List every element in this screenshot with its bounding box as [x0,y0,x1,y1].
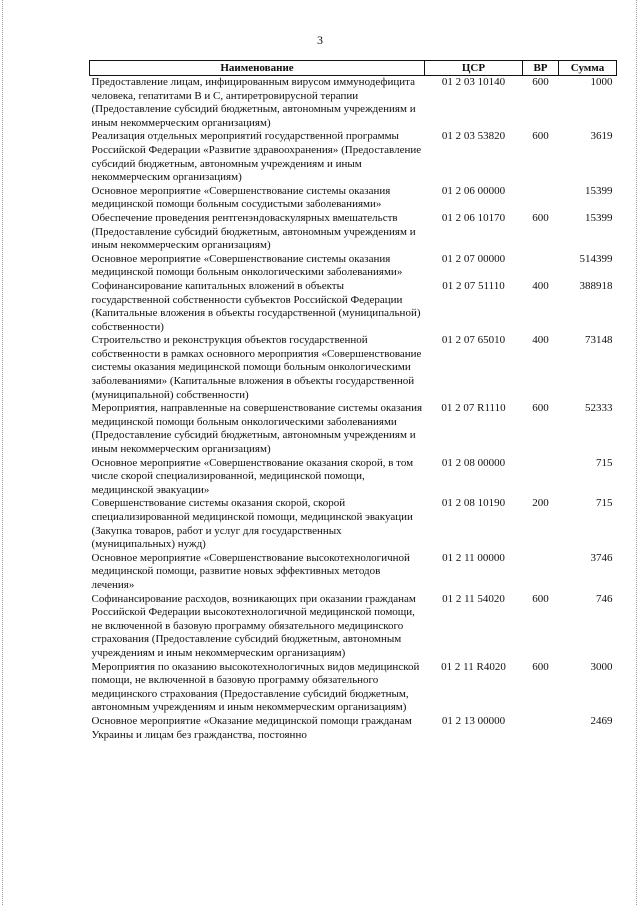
cell-csr: 01 2 03 53820 [441,130,506,143]
cell-name: Совершенствование системы оказания скорой, скорой специализированной медицинской помощи, медицинской эвакуации (Закупка товаров, работ и услуг для государственных (муниципальных) нужд) [91,497,413,551]
table-row [90,130,617,184]
table-row [90,457,617,498]
cell-csr: 01 2 06 10170 [441,211,506,224]
table-row [90,280,617,334]
cell-csr: 01 2 07 R1110 [441,402,506,415]
table-row [90,497,617,551]
page-left-edge [2,0,3,905]
table-row [90,334,617,402]
cell-csr: 01 2 11 R4020 [441,660,506,673]
cell-sum: 15399 [585,211,613,224]
cell-sum: 3746 [590,551,613,564]
cell-sum: 52333 [585,402,613,415]
cell-sum: 2469 [590,714,613,727]
page-right-edge [636,0,637,905]
cell-vr: 600 [532,211,549,224]
cell-csr: 01 2 08 00000 [441,456,506,469]
cell-sum: 1000 [590,76,613,88]
budget-table [89,60,617,742]
cell-sum: 3000 [590,660,613,673]
table-row [90,661,617,715]
table-row [90,253,617,280]
column-header-name: Наименование [90,61,425,76]
table-row [90,185,617,212]
cell-name: Мероприятия по оказанию высокотехнологичных видов медицинской помощи, не включенной в базовую программу обязательного медицинского страхования (Предоставление субсидий бюджетным, автономным учреждениям и иным некоммерческим организациям) [91,660,420,714]
cell-sum: 3619 [590,130,613,143]
cell-name: Основное мероприятие «Совершенствование высокотехнологичной медицинской помощи, развитие новых эффективных методов лечения» [91,551,410,591]
cell-name: Предоставление лицам, инфицированным вирусом иммунодефицита человека, гепатитами B и C, антиретровирусной терапии (Предоставление субсидий бюджетным, автономным учреждениям и иным некоммерческим организациям) [91,76,416,129]
cell-vr: 600 [532,402,549,415]
cell-name: Реализация отдельных мероприятий государственной программы Российской Федерации «Развитие здравоохранения» (Предоставление субсидий бюджетным, автономным учреждениям и иным некоммерческим организациям) [91,130,422,184]
cell-name: Основное мероприятие «Совершенствование системы оказания медицинской помощи больным сосудистыми заболеваниями» [91,184,391,211]
cell-vr: 600 [532,592,549,605]
cell-csr: 01 2 06 00000 [441,184,506,197]
cell-vr: 600 [532,130,549,143]
table-row [90,552,617,593]
cell-name: Мероприятия, направленные на совершенствование системы оказания медицинской помощи больным онкологическими заболеваниями (Предоставление субсидий бюджетным, автономным учреждениям и иным некоммерческим организациям) [91,402,423,456]
cell-csr: 01 2 07 00000 [441,252,506,265]
cell-vr [523,457,559,498]
cell-vr: 600 [532,76,549,88]
cell-name: Софинансирование расходов, возникающих при оказании гражданам Российской Федерации высокотехнологичной медицинской помощи, не включенной в базовую программу обязательного медицинского страхования (Предоставление субсидий бюджетным, автономным учреждениям и иным некоммерческим организациям) [91,592,416,659]
cell-csr: 01 2 07 51110 [442,279,505,292]
cell-vr: 400 [532,334,549,347]
cell-sum: 715 [596,497,613,510]
cell-csr: 01 2 08 10190 [441,497,506,510]
cell-sum: 746 [596,592,613,605]
cell-vr [523,715,559,742]
cell-name: Основное мероприятие «Совершенствование системы оказания медицинской помощи больным онкологическими заболеваниями» [91,252,403,279]
cell-csr: 01 2 11 54020 [442,592,505,605]
cell-sum: 15399 [585,184,613,197]
cell-vr: 400 [532,279,549,292]
cell-csr: 01 2 03 10140 [441,76,506,88]
cell-sum: 73148 [585,334,613,347]
table-row [90,76,617,131]
cell-sum: 388918 [579,279,613,292]
table-row [90,715,617,742]
column-header-vr: ВР [523,61,559,76]
cell-name: Основное мероприятие «Совершенствование оказания скорой, в том числе скорой специализированной, медицинской помощи, медицинской эвакуации» [91,456,414,496]
cell-csr: 01 2 13 00000 [441,714,506,727]
cell-vr [523,185,559,212]
table-row [90,593,617,661]
cell-name: Обеспечение проведения рентгенэндоваскулярных вмешательств (Предоставление субсидий бюджетным, автономным учреждениям и иным некоммерческим организациям) [91,211,416,252]
column-header-csr: ЦСР [425,61,523,76]
cell-csr: 01 2 11 00000 [442,551,505,564]
cell-sum: 514399 [579,252,613,265]
cell-name: Софинансирование капитальных вложений в объекты государственной собственности субъектов Российской Федерации (Капитальные вложения в объекты государственной (муниципальной) собственности) [91,279,421,333]
table-body [90,76,617,743]
cell-vr [523,552,559,593]
column-header-sum: Сумма [559,61,617,76]
table-header-row [90,61,617,76]
cell-name: Основное мероприятие «Оказание медицинской помощи гражданам Украины и лицам без гражданства, постоянно [91,714,412,741]
cell-vr: 200 [532,497,549,510]
cell-vr [523,253,559,280]
cell-name: Строительство и реконструкция объектов государственной собственности в рамках основного мероприятия «Совершенствование системы оказания медицинской помощи больным онкологическими заболеваниями» (Капитальные вложения в объекты государственной (муниципальной) собственности) [91,334,422,401]
table-row [90,402,617,456]
table-row [90,212,617,253]
cell-csr: 01 2 07 65010 [441,334,506,347]
page-number: 3 [317,33,323,47]
cell-sum: 715 [596,456,613,469]
cell-vr: 600 [532,660,549,673]
